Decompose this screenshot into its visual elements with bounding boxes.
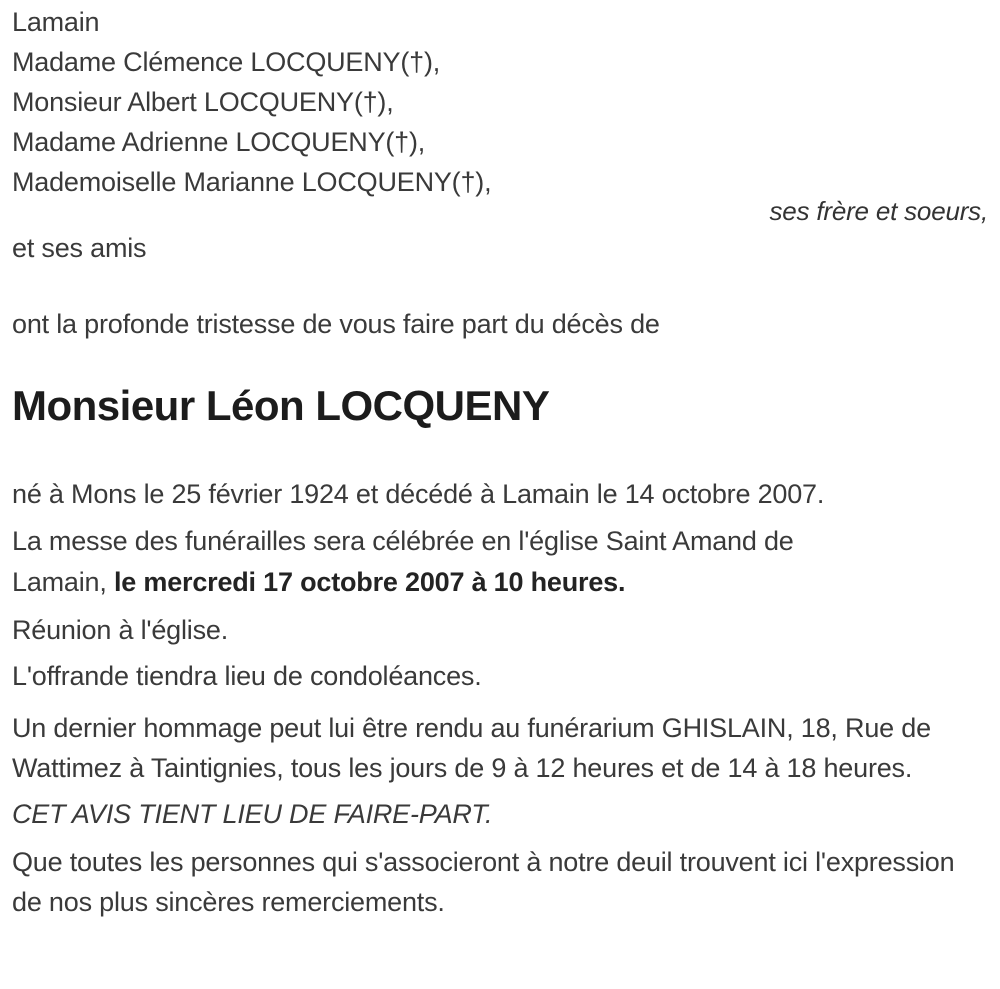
friends-line: et ses amis (12, 233, 147, 263)
deceased-name-heading: Monsieur Léon LOCQUENY (12, 382, 550, 429)
city-line: Lamain (12, 7, 100, 37)
funeral-mass-line1: La messe des funérailles sera célébrée en l'église Saint Amand de (12, 526, 794, 556)
offering-line: L'offrande tiendra lieu de condoléances. (12, 661, 482, 691)
funeral-date-time: le mercredi 17 octobre 2007 à 10 heures. (113, 567, 626, 597)
family-member-line: Madame Adrienne LOCQUENY(†), (12, 127, 426, 157)
family-member-line: Madame Clémence LOCQUENY(†), (12, 47, 441, 77)
family-member-line: Monsieur Albert LOCQUENY(†), (12, 87, 394, 117)
thanks-paragraph: Que toutes les personnes qui s'associeront à notre deuil trouvent ici l'expression de nos plus sincères remerciements. (12, 847, 955, 917)
family-member-line: Mademoiselle Marianne LOCQUENY(†), (12, 167, 492, 197)
funeral-mass-paragraph (12, 521, 988, 603)
birth-death-line: né à Mons le 25 février 1924 et décédé à Lamain le 14 octobre 2007. (12, 479, 825, 509)
intro-line: ont la profonde tristesse de vous faire part du décès de (12, 309, 660, 339)
meeting-line: Réunion à l'église. (12, 615, 228, 645)
relation-line: ses frère et soeurs, (769, 196, 988, 226)
funeral-mass-line2-regular: Lamain, (12, 567, 114, 597)
tribute-paragraph: Un dernier hommage peut lui être rendu au funérarium GHISLAIN, 18, Rue de Wattimez à Taintignies, tous les jours de 9 à 12 heures et de 14 à 18 heures. (12, 713, 931, 783)
legal-notice-line: CET AVIS TIENT LIEU DE FAIRE-PART. (12, 799, 493, 829)
